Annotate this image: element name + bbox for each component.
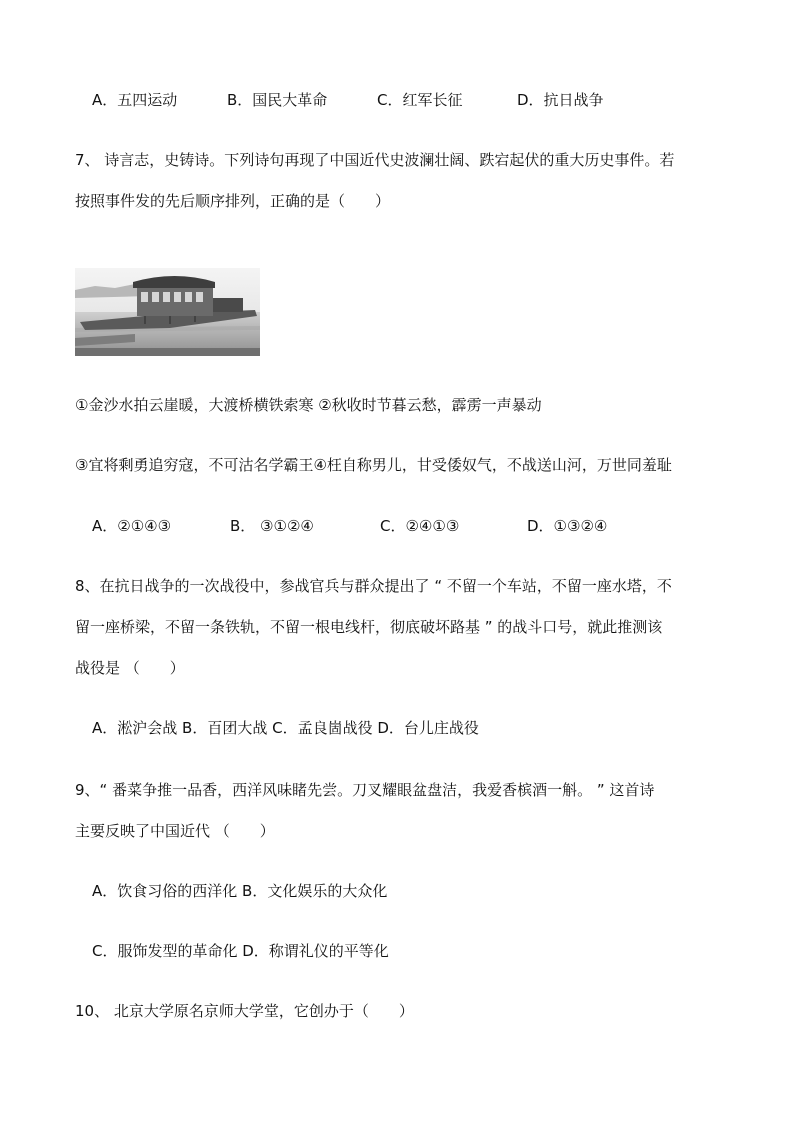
q7-option-b: B． ③①②④ bbox=[230, 517, 314, 535]
q8-stem-line2: 留一座桥梁，不留一条铁轨，不留一根电线杆，彻底破坏路基 ” 的战斗口号，就此推测该 bbox=[75, 618, 663, 636]
q7-option-d: D．①③②④ bbox=[527, 517, 608, 535]
q6-option-c: C．红军长征 bbox=[377, 91, 463, 109]
q9-stem-line2: 主要反映了中国近代 （ ） bbox=[75, 822, 275, 840]
q7-poem-line2: ③宜将剩勇追穷寇，不可沽名学霸王④枉自称男儿，甘受倭奴气，不战送山河，万世同羞耻 bbox=[75, 456, 672, 474]
q6-option-a: A．五四运动 bbox=[92, 91, 178, 109]
q7-option-c: C．②④①③ bbox=[380, 517, 460, 535]
q6-option-b: B．国民大革命 bbox=[227, 91, 328, 109]
q9-options-line1: A．饮食习俗的西洋化 B．文化娱乐的大众化 bbox=[92, 882, 388, 900]
q9-stem-line1: 9、“ 番菜争推一品香，西洋风味睹先尝。刀叉耀眼盆盘洁，我爱香槟酒一斛。 ” 这首诗 bbox=[75, 781, 655, 799]
q7-stem-line1: 7、 诗言志，史铸诗。下列诗句再现了中国近代史波澜壮阔、跌宕起伏的重大历史事件。若 bbox=[75, 151, 675, 169]
q7-option-a: A．②①④③ bbox=[92, 517, 172, 535]
q7-poem-line1: ①金沙水拍云崖暖，大渡桥横铁索寒 ②秋收时节暮云愁，霹雳一声暴动 bbox=[75, 396, 542, 414]
q6-option-d: D．抗日战争 bbox=[517, 91, 604, 109]
q7-stem-line2: 按照事件发的先后顺序排列，正确的是（ ） bbox=[75, 192, 391, 210]
q9-options-line2: C．服饰发型的革命化 D．称谓礼仪的平等化 bbox=[92, 942, 389, 960]
boat-photo bbox=[75, 268, 260, 356]
red-boat-image bbox=[75, 268, 260, 356]
q7-options bbox=[92, 516, 607, 536]
q8-stem-line3: 战役是 （ ） bbox=[75, 659, 185, 677]
q8-options: A．淞沪会战 B．百团大战 C．孟良崮战役 D．台儿庄战役 bbox=[92, 719, 479, 737]
q6-options bbox=[92, 90, 604, 110]
q8-stem-line1: 8、在抗日战争的一次战役中，参战官兵与群众提出了 “ 不留一个车站，不留一座水塔，不 bbox=[75, 577, 672, 595]
q10-stem-line1: 10、 北京大学原名京师大学堂，它创办于（ ） bbox=[75, 1002, 414, 1020]
